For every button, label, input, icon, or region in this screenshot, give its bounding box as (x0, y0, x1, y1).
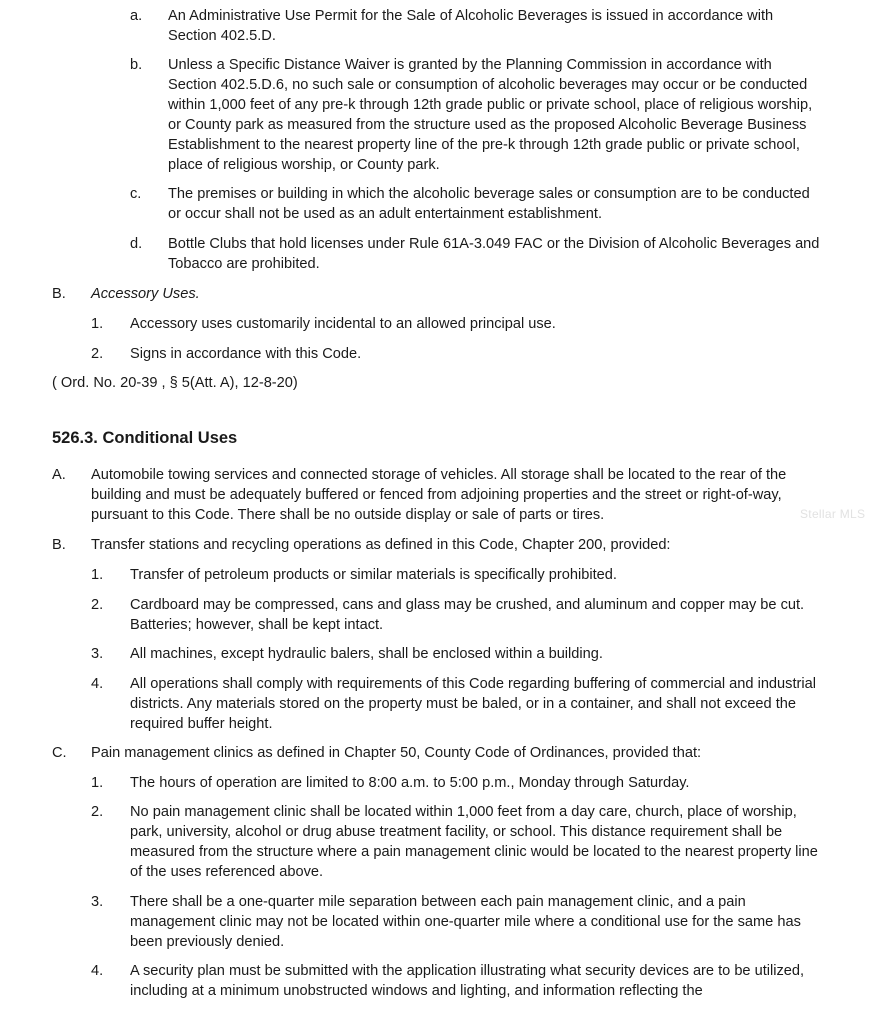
list-text: Signs in accordance with this Code. (130, 346, 362, 362)
list-text: All machines, except hydraulic balers, shall be enclosed within a building. (130, 646, 603, 662)
list-marker: B. (52, 286, 66, 302)
list-marker: b. (130, 57, 143, 73)
list-text: All operations shall comply with requirements of this Code regarding buffering of commercial and industrial districts. Any materials stored on the property must be baled, or in a container, and shall not exceed the required buffer height. (130, 676, 816, 732)
list-marker: 1. (91, 316, 104, 332)
list-marker: c. (130, 186, 142, 202)
list-marker: B. (52, 537, 66, 553)
list-marker: 2. (91, 804, 104, 820)
list-marker: d. (130, 236, 143, 252)
list-marker: A. (52, 467, 66, 483)
list-text: The hours of operation are limited to 8:00 a.m. to 5:00 p.m., Monday through Saturday. (130, 775, 690, 791)
page-title: 526.3. Conditional Uses (52, 429, 238, 447)
list-text: No pain management clinic shall be located within 1,000 feet from a day care, church, place of worship, park, university, alcohol or drug abuse treatment facility, or school. This distance requirement shall be measured from the structure where a pain management clinic would be located to the nearest property line of the uses referenced above. (130, 804, 818, 880)
list-text: Pain management clinics as defined in Chapter 50, County Code of Ordinances, provided that: (91, 745, 702, 761)
accessory-title: Accessory Uses. (91, 286, 200, 302)
list-text: Automobile towing services and connected storage of vehicles. All storage shall be located to the rear of the building and must be adequately buffered or fenced from adjoining properties and the street or right-of-way, pursuant to this Code. There shall be no outside display or sale of parts or tires. (91, 467, 787, 523)
list-text: Cardboard may be compressed, cans and glass may be crushed, and aluminum and copper may be cut. Batteries; however, shall be kept intact. (130, 597, 805, 633)
list-marker: 2. (91, 346, 104, 362)
watermark: Stellar MLS (800, 507, 866, 521)
list-text: Transfer stations and recycling operations as defined in this Code, Chapter 200, provided: (91, 537, 671, 553)
list-marker: 4. (91, 963, 104, 979)
list-marker: 1. (91, 775, 104, 791)
list-marker: 4. (91, 676, 104, 692)
list-marker: 3. (91, 894, 104, 910)
list-marker: C. (52, 745, 67, 761)
ordinance-note-text: ( Ord. No. 20-39 , § 5(Att. A), 12-8-20) (52, 375, 298, 391)
list-marker: 1. (91, 567, 104, 583)
list-text: A security plan must be submitted with the application illustrating what security devices are to be utilized, including at a minimum unobstructed windows and lighting, and information reflecting the (130, 963, 805, 999)
list-text: The premises or building in which the alcoholic beverage sales or consumption are to be conducted or occur shall not be used as an adult entertainment establishment. (168, 186, 810, 222)
list-text: An Administrative Use Permit for the Sale of Alcoholic Beverages is issued in accordance with Section 402.5.D. (168, 8, 774, 44)
list-text: Unless a Specific Distance Waiver is granted by the Planning Commission in accordance with Section 402.5.D.6, no such sale or consumption of alcoholic beverages may occur or be conducted within 1,000 feet of any pre-k through 12th grade public or private school, place of religious worship, or County park as measured from the structure used as the proposed Alcoholic Beverage Business Establishment to the nearest property line of the pre-k through 12th grade public or private school, place of religious worship, or County park. (168, 57, 813, 173)
list-text: Accessory uses customarily incidental to an allowed principal use. (130, 316, 556, 332)
list-text: Bottle Clubs that hold licenses under Rule 61A-3.049 FAC or the Division of Alcoholic Beverages and Tobacco are prohibited. (168, 236, 820, 272)
list-text: There shall be a one-quarter mile separation between each pain management clinic, and a pain management clinic may not be located within one-quarter mile where a conditional use for the same has been previously denied. (130, 894, 801, 950)
list-marker: 3. (91, 646, 104, 662)
list-marker: a. (130, 8, 143, 24)
list-marker: 2. (91, 597, 104, 613)
list-text: Transfer of petroleum products or similar materials is specifically prohibited. (130, 567, 617, 583)
